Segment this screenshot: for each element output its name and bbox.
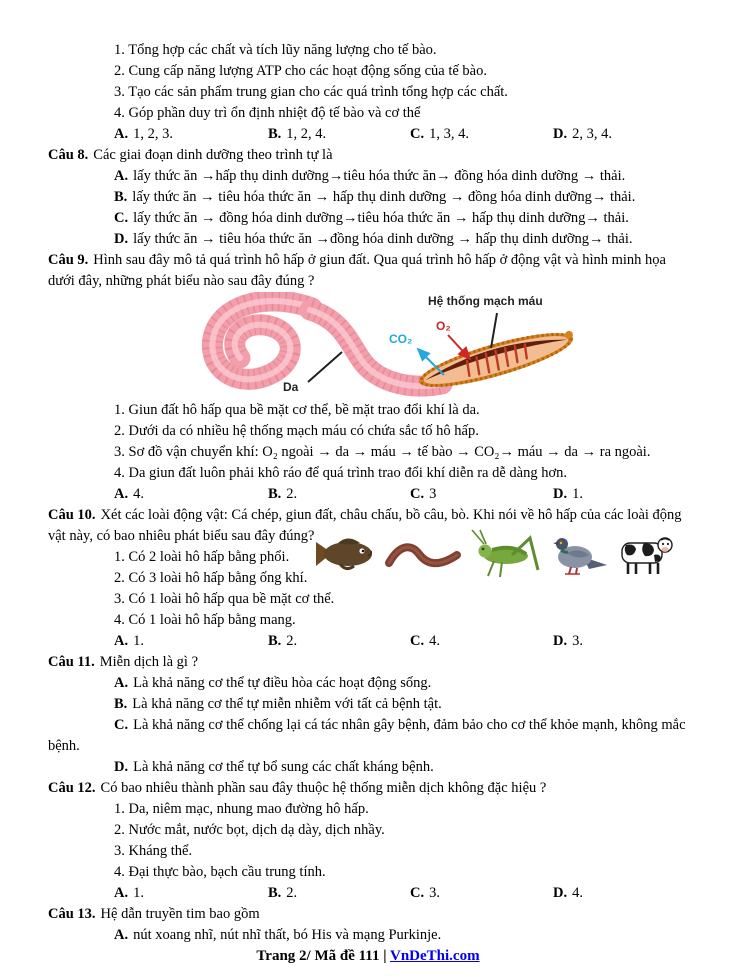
- statement-item: 2. Nước mắt, nước bọt, dịch dạ dày, dịch nhầy.: [114, 822, 385, 838]
- options-row: [48, 484, 688, 505]
- question-label: Câu 11.: [48, 654, 95, 670]
- option-d: [553, 883, 583, 904]
- question-10: [48, 505, 688, 526]
- question-text: vật này, có bao nhiêu phát biểu sau đây đúng?: [48, 528, 315, 544]
- option-c: [410, 631, 440, 652]
- option-text: 3: [429, 486, 437, 502]
- option-letter: B.: [268, 885, 282, 901]
- option-text: lấy thức ăn → đồng hóa dinh dưỡng→tiêu hóa thức ăn → hấp thụ dinh dưỡng→ thải.: [133, 210, 629, 226]
- question-9-wrap: [48, 271, 688, 292]
- earthworm-svg: [180, 292, 580, 400]
- option-text: 3.: [572, 633, 583, 649]
- option-letter: A.: [114, 486, 129, 502]
- question-11: [48, 652, 688, 673]
- question-text: Có bao nhiêu thành phần sau đây thuộc hệ thống miễn dịch không đặc hiệu ?: [100, 780, 547, 796]
- option-text: lấy thức ăn → tiêu hóa thức ăn → hấp thụ dinh dưỡng → đồng hóa dinh dưỡng→ thải.: [132, 189, 636, 205]
- option-text: Là khả năng cơ thể tự miễn nhiễm với tất cả bệnh tật.: [132, 696, 442, 712]
- options-row: [48, 631, 688, 652]
- option-a: [114, 124, 173, 145]
- option-a: [114, 631, 144, 652]
- option-d: [553, 124, 612, 145]
- option-a: [48, 673, 688, 694]
- option-letter: C.: [410, 486, 425, 502]
- statement-item: 4. Da giun đất luôn phải khô ráo để quá trình trao đổi khí diễn ra dễ dàng hơn.: [114, 465, 568, 481]
- option-b: [268, 631, 297, 652]
- statement-item: 2. Dưới da có nhiều hệ thống mạch máu có chứa sắc tố hô hấp.: [114, 423, 479, 439]
- page-footer: [48, 946, 688, 967]
- option-letter: C.: [410, 885, 425, 901]
- option-text: lấy thức ăn → tiêu hóa thức ăn →đồng hóa dinh dưỡng → hấp thụ dinh dưỡng→ thải.: [133, 231, 633, 247]
- question-8: [48, 145, 688, 166]
- earthworm-figure: [48, 292, 688, 400]
- cow-image: [616, 531, 678, 577]
- question-text: Hình sau đây mô tả quá trình hô hấp ở giun đất. Qua quá trình hô hấp ở động vật và hình minh họa: [93, 252, 666, 268]
- option-text: 4.: [429, 633, 440, 649]
- option-d: [553, 484, 583, 505]
- option-letter: A.: [114, 126, 129, 142]
- option-letter: B.: [268, 633, 282, 649]
- option-letter: A.: [114, 633, 129, 649]
- grasshopper-image: [468, 528, 544, 580]
- option-text: Là khả năng cơ thể chống lại cá tác nhân gây bệnh, đảm bảo cho cơ thể khỏe mạnh, không mắc: [133, 717, 686, 733]
- option-letter: D.: [553, 885, 568, 901]
- option-text: 4.: [133, 486, 144, 502]
- option-letter: B.: [114, 696, 128, 712]
- option-b: [268, 124, 326, 145]
- option-letter: C.: [410, 633, 425, 649]
- option-c: [410, 484, 436, 505]
- option-letter: D.: [553, 486, 568, 502]
- statement-item: 1. Có 2 loài hô hấp bằng phổi.: [114, 549, 290, 565]
- option-c: [48, 208, 688, 229]
- option-letter: B.: [268, 486, 282, 502]
- option-a: [48, 166, 688, 187]
- option-text: nút xoang nhĩ, nút nhĩ thất, bó His và mạng Purkinje.: [133, 927, 442, 943]
- option-letter: C.: [114, 210, 129, 226]
- option-text: 1, 3, 4.: [429, 126, 469, 142]
- statement-item: 1. Tổng hợp các chất và tích lũy năng lượng cho tế bào.: [114, 42, 437, 58]
- option-letter: C.: [114, 717, 129, 733]
- question-text: Hệ dẫn truyền tim bao gồm: [100, 906, 260, 922]
- pigeon-image: [549, 531, 611, 577]
- statement-item: 3. Sơ đồ vận chuyển khí: O₂ ngoài → da → máu → tế bào → CO₂→ máu → da → ra ngoài.: [114, 444, 651, 460]
- option-c-wrap: [48, 736, 688, 757]
- option-b: [268, 883, 297, 904]
- question-12: [48, 778, 688, 799]
- option-d: [553, 631, 583, 652]
- option-text: Là khả năng cơ thể tự bổ sung các chất kháng bệnh.: [133, 759, 434, 775]
- question-label: Câu 8.: [48, 147, 89, 163]
- option-text: 2, 3, 4.: [572, 126, 612, 142]
- question-9: [48, 250, 688, 271]
- question-label: Câu 12.: [48, 780, 96, 796]
- options-row: [48, 124, 688, 145]
- o2-label: O₂: [436, 319, 451, 333]
- statement-item: 1. Giun đất hô hấp qua bề mặt cơ thể, bề mặt trao đổi khí là da.: [114, 402, 480, 418]
- statement-item: 3. Tạo các sản phẩm trung gian cho các quá trình tổng hợp các chất.: [114, 84, 508, 100]
- option-letter: D.: [114, 231, 129, 247]
- option-d: [48, 757, 688, 778]
- option-a: [114, 484, 144, 505]
- option-text: 1, 2, 4.: [286, 126, 327, 142]
- question-13: [48, 904, 688, 925]
- statement-item: 3. Có 1 loài hô hấp qua bề mặt cơ thể.: [114, 591, 335, 607]
- statement-item: 4. Góp phần duy trì ổn định nhiệt độ tế bào và cơ thể: [114, 105, 421, 121]
- co2-label: CO₂: [389, 332, 413, 346]
- option-text: 2.: [286, 633, 298, 649]
- statement-item: 4. Có 1 loài hô hấp bằng mang.: [114, 612, 296, 628]
- question-text: Miễn dịch là gì ?: [99, 654, 199, 670]
- option-text: lấy thức ăn →hấp thụ dinh dưỡng→tiêu hóa thức ăn→ đồng hóa dinh dưỡng → thải.: [133, 168, 626, 184]
- option-letter: B.: [114, 189, 128, 205]
- options-row: [48, 883, 688, 904]
- option-b: [48, 187, 688, 208]
- option-d: [48, 229, 688, 250]
- option-text: bệnh.: [48, 738, 80, 754]
- question-text: dưới đây, những phát biểu nào sau đây đúng ?: [48, 273, 315, 289]
- option-text: 3.: [429, 885, 440, 901]
- option-c: [410, 124, 469, 145]
- option-text: 1.: [572, 486, 583, 502]
- question-text: Xét các loài động vật: Cá chép, giun đất, châu chấu, bồ câu, bò. Khi nói về hô hấp của các loài động: [100, 507, 682, 523]
- option-letter: B.: [268, 126, 282, 142]
- option-text: 2.: [286, 885, 298, 901]
- option-letter: A.: [114, 675, 129, 691]
- statement-item: 2. Cung cấp năng lượng ATP cho các hoạt động sống của tế bào.: [114, 63, 487, 79]
- animal-images-strip: [310, 528, 678, 580]
- option-text: 1.: [133, 885, 144, 901]
- fish-carp-image: [310, 532, 378, 576]
- option-text: 2.: [286, 486, 298, 502]
- option-b: [268, 484, 297, 505]
- statement-item: 3. Kháng thể.: [114, 843, 193, 859]
- option-letter: D.: [553, 633, 568, 649]
- statement-item: 1. Da, niêm mạc, nhung mao đường hô hấp.: [114, 801, 369, 817]
- option-letter: A.: [114, 885, 129, 901]
- question-label: Câu 10.: [48, 507, 96, 523]
- dissected-tail: [415, 319, 579, 397]
- option-text: 1, 2, 3.: [133, 126, 173, 142]
- question-label: Câu 13.: [48, 906, 96, 922]
- option-a: [48, 925, 688, 946]
- question-text: Các giai đoạn dinh dưỡng theo trình tự là: [93, 147, 333, 163]
- option-c: [48, 715, 688, 736]
- footer-page-info: Trang 2/ Mã đề 111 |: [256, 948, 387, 964]
- option-letter: D.: [553, 126, 568, 142]
- option-text: Là khả năng cơ thể tự điều hòa các hoạt động sống.: [133, 675, 432, 691]
- option-letter: A.: [114, 168, 129, 184]
- question-label: Câu 9.: [48, 252, 89, 268]
- statement-item: 4. Đại thực bào, bạch cầu trung tính.: [114, 864, 326, 880]
- option-b: [48, 694, 688, 715]
- question-10-block: [48, 505, 688, 652]
- earthworm-image: [383, 537, 463, 571]
- option-letter: A.: [114, 927, 129, 943]
- vessels-label: Hệ thống mạch máu: [428, 294, 543, 308]
- skin-label: Da: [283, 380, 299, 394]
- option-letter: C.: [410, 126, 425, 142]
- option-letter: D.: [114, 759, 129, 775]
- option-text: 1.: [133, 633, 144, 649]
- statement-item: 2. Có 3 loài hô hấp bằng ống khí.: [114, 570, 308, 586]
- option-a: [114, 883, 144, 904]
- option-c: [410, 883, 440, 904]
- earthworm-illustration: [180, 292, 580, 400]
- footer-link[interactable]: VnDeThi.com: [390, 948, 480, 964]
- option-text: 4.: [572, 885, 583, 901]
